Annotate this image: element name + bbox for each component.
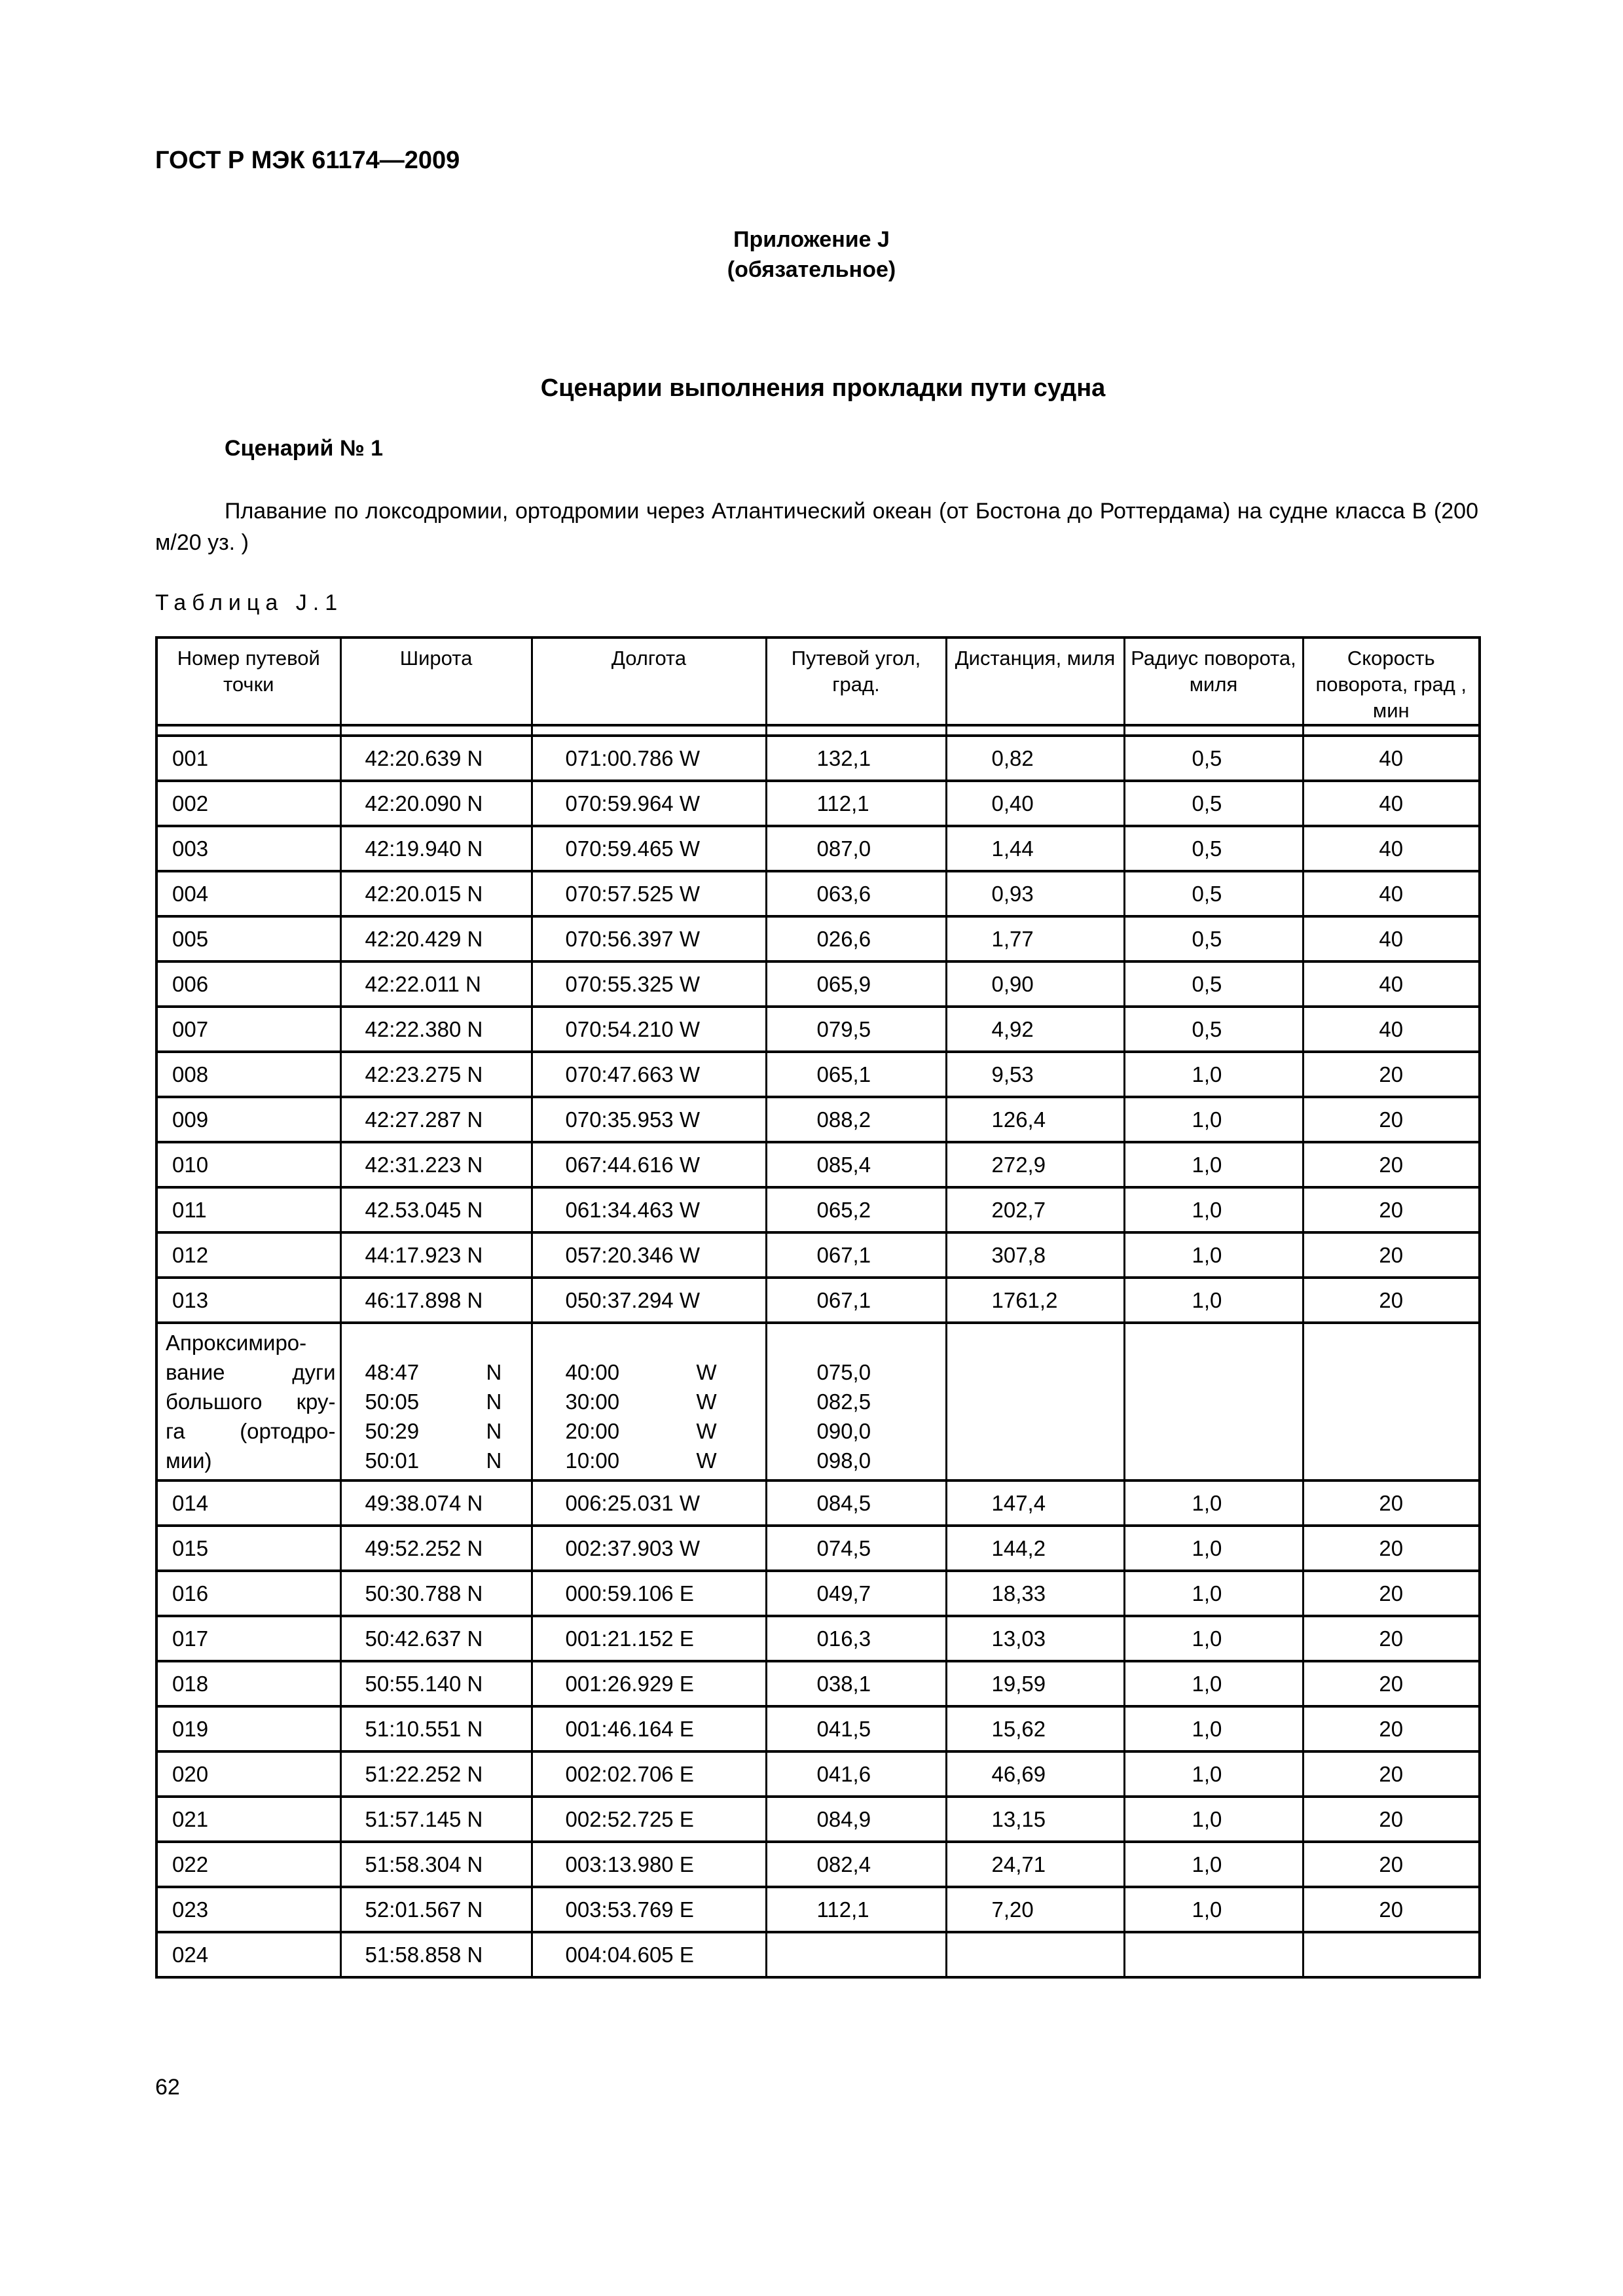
cell-latitude: 42.53.045 N xyxy=(340,1187,532,1232)
cell-turn-radius: 1,0 xyxy=(1124,1187,1303,1232)
cell-longitude: 070:59.465 W xyxy=(532,826,766,871)
cell-waypoint-number: 011 xyxy=(156,1187,340,1232)
cell-longitude: 002:52.725 E xyxy=(532,1797,766,1842)
table-row xyxy=(156,1278,1480,1323)
scenario-title: Сценарий № 1 xyxy=(225,436,384,461)
great-circle-point xyxy=(817,1416,945,1446)
cell-waypoint-number: 006 xyxy=(156,961,340,1007)
cell-distance: 24,71 xyxy=(946,1842,1124,1887)
cell-latitude: 49:38.074 N xyxy=(340,1480,532,1526)
cell-course: 065,2 xyxy=(766,1187,946,1232)
cell-distance: 18,33 xyxy=(946,1571,1124,1616)
cell-turn-rate: 20 xyxy=(1303,1480,1480,1526)
great-circle-point xyxy=(566,1416,765,1446)
cell-latitude: 51:22.252 N xyxy=(340,1751,532,1797)
cell-turn-rate: 20 xyxy=(1303,1751,1480,1797)
cell-waypoint-number: 017 xyxy=(156,1616,340,1661)
cell-waypoint-number: 002 xyxy=(156,781,340,826)
cell-latitude: 42:20.090 N xyxy=(340,781,532,826)
cell-turn-rate: 20 xyxy=(1303,1887,1480,1932)
cell-distance: 0,82 xyxy=(946,736,1124,781)
cell-distance: 4,92 xyxy=(946,1007,1124,1052)
cell-course: 016,3 xyxy=(766,1616,946,1661)
cell-longitude: 070:47.663 W xyxy=(532,1052,766,1097)
column-header-course: Путевой угол, град. xyxy=(766,637,946,725)
great-circle-approximation-row xyxy=(156,1323,1480,1480)
cell-course: 079,5 xyxy=(766,1007,946,1052)
cell-turn-radius: 0,5 xyxy=(1124,736,1303,781)
cell-turn-rate: 20 xyxy=(1303,1052,1480,1097)
cell-turn-rate xyxy=(1303,1932,1480,1977)
cell-course: 074,5 xyxy=(766,1526,946,1571)
cell-turn-radius: 1,0 xyxy=(1124,1052,1303,1097)
cell-longitude: 003:53.769 E xyxy=(532,1887,766,1932)
cell-waypoint-number: 012 xyxy=(156,1232,340,1278)
cell-course: 041,6 xyxy=(766,1751,946,1797)
table-row xyxy=(156,1052,1480,1097)
cell-longitude: 001:46.164 E xyxy=(532,1706,766,1751)
cell-waypoint-number: 001 xyxy=(156,736,340,781)
cell-turn-radius: 1,0 xyxy=(1124,1797,1303,1842)
cell-longitude: 004:04.605 E xyxy=(532,1932,766,1977)
cell-longitude: 070:57.525 W xyxy=(532,871,766,916)
cell-longitude: 070:55.325 W xyxy=(532,961,766,1007)
great-circle-point xyxy=(365,1357,531,1387)
cell-latitude: 42:20.639 N xyxy=(340,736,532,781)
cell-turn-rate: 40 xyxy=(1303,961,1480,1007)
great-circle-lat_hem: N xyxy=(486,1448,502,1473)
great-circle-point xyxy=(817,1387,945,1416)
cell-turn-rate: 20 xyxy=(1303,1187,1480,1232)
great-circle-course: 090,0 xyxy=(816,1419,871,1443)
cell-turn-rate: 40 xyxy=(1303,1007,1480,1052)
document-code: ГОСТ Р МЭК 61174—2009 xyxy=(155,147,460,174)
great-circle-course: 082,5 xyxy=(816,1390,871,1414)
cell-course: 067,1 xyxy=(766,1278,946,1323)
cell-turn-radius: 1,0 xyxy=(1124,1661,1303,1706)
table-row xyxy=(156,1616,1480,1661)
cell-turn-radius: 1,0 xyxy=(1124,1480,1303,1526)
cell-turn-radius: 1,0 xyxy=(1124,1706,1303,1751)
great-circle-lat: 50:05 xyxy=(365,1390,420,1414)
great-circle-lon_hem: W xyxy=(696,1448,717,1473)
great-circle-point xyxy=(365,1446,531,1475)
great-circle-point xyxy=(817,1357,945,1387)
cell-latitude: 50:42.637 N xyxy=(340,1616,532,1661)
great-circle-point xyxy=(566,1387,765,1416)
cell-course: 112,1 xyxy=(766,781,946,826)
cell-distance xyxy=(946,1932,1124,1977)
cell-turn-radius: 1,0 xyxy=(1124,1616,1303,1661)
great-circle-lon: 40:00 xyxy=(565,1360,620,1384)
cell-longitude: 002:37.903 W xyxy=(532,1526,766,1571)
cell-turn-radius xyxy=(1124,1932,1303,1977)
cell-latitude: 49:52.252 N xyxy=(340,1526,532,1571)
cell-turn-rate: 40 xyxy=(1303,871,1480,916)
great-circle-lon_hem: W xyxy=(696,1360,717,1384)
cell-distance: 13,15 xyxy=(946,1797,1124,1842)
cell-waypoint-number: 004 xyxy=(156,871,340,916)
great-circle-point xyxy=(566,1446,765,1475)
cell-waypoint-number: 021 xyxy=(156,1797,340,1842)
cell-latitude: 52:01.567 N xyxy=(340,1887,532,1932)
great-circle-lon: 10:00 xyxy=(565,1448,620,1473)
table-row xyxy=(156,871,1480,916)
great-circle-latitudes xyxy=(340,1323,532,1480)
empty-cell xyxy=(1124,1323,1303,1480)
cell-course: 065,1 xyxy=(766,1052,946,1097)
cell-distance: 272,9 xyxy=(946,1142,1124,1187)
cell-waypoint-number: 019 xyxy=(156,1706,340,1751)
table-row xyxy=(156,1661,1480,1706)
great-circle-point xyxy=(817,1446,945,1475)
cell-latitude: 46:17.898 N xyxy=(340,1278,532,1323)
table-row xyxy=(156,736,1480,781)
cell-turn-rate: 40 xyxy=(1303,916,1480,961)
great-circle-lat_hem: N xyxy=(486,1390,502,1414)
cell-longitude: 071:00.786 W xyxy=(532,736,766,781)
cell-latitude: 51:58.304 N xyxy=(340,1842,532,1887)
cell-course: 063,6 xyxy=(766,871,946,916)
cell-latitude: 51:10.551 N xyxy=(340,1706,532,1751)
cell-turn-rate: 20 xyxy=(1303,1842,1480,1887)
cell-course: 082,4 xyxy=(766,1842,946,1887)
cell-turn-rate: 20 xyxy=(1303,1278,1480,1323)
cell-waypoint-number: 016 xyxy=(156,1571,340,1616)
cell-longitude: 070:59.964 W xyxy=(532,781,766,826)
great-circle-course: 098,0 xyxy=(816,1448,871,1473)
great-circle-label-line: вание дуги xyxy=(166,1360,336,1384)
cell-turn-radius: 1,0 xyxy=(1124,1751,1303,1797)
table-row xyxy=(156,1706,1480,1751)
great-circle-lat: 50:01 xyxy=(365,1448,420,1473)
great-circle-course: 075,0 xyxy=(816,1360,871,1384)
scenario-intro-paragraph: Плавание по локсодромии, ортодромии через Атлантический океан (от Бостона до Роттердама) на судне класса В (200 м/20 уз. ) xyxy=(155,499,1478,555)
column-header-latitude: Широта xyxy=(340,637,532,725)
cell-latitude: 51:58.858 N xyxy=(340,1932,532,1977)
cell-turn-rate: 20 xyxy=(1303,1616,1480,1661)
great-circle-lon_hem: W xyxy=(696,1390,717,1414)
cell-turn-rate: 20 xyxy=(1303,1661,1480,1706)
cell-waypoint-number: 005 xyxy=(156,916,340,961)
cell-waypoint-number: 007 xyxy=(156,1007,340,1052)
cell-distance: 144,2 xyxy=(946,1526,1124,1571)
table-row xyxy=(156,1007,1480,1052)
cell-latitude: 44:17.923 N xyxy=(340,1232,532,1278)
cell-distance: 15,62 xyxy=(946,1706,1124,1751)
page-number: 62 xyxy=(155,2075,180,2100)
table-row xyxy=(156,1526,1480,1571)
cell-waypoint-number: 024 xyxy=(156,1932,340,1977)
cell-latitude: 42:20.429 N xyxy=(340,916,532,961)
cell-course: 132,1 xyxy=(766,736,946,781)
cell-turn-radius: 0,5 xyxy=(1124,826,1303,871)
cell-distance: 307,8 xyxy=(946,1232,1124,1278)
cell-waypoint-number: 022 xyxy=(156,1842,340,1887)
cell-turn-radius: 1,0 xyxy=(1124,1571,1303,1616)
cell-turn-radius: 1,0 xyxy=(1124,1526,1303,1571)
table-row xyxy=(156,781,1480,826)
table-row xyxy=(156,1797,1480,1842)
cell-latitude: 42:22.380 N xyxy=(340,1007,532,1052)
cell-latitude: 42:19.940 N xyxy=(340,826,532,871)
table-header-row xyxy=(156,637,1480,725)
great-circle-longitudes xyxy=(532,1323,766,1480)
cell-course: 085,4 xyxy=(766,1142,946,1187)
cell-longitude: 061:34.463 W xyxy=(532,1187,766,1232)
cell-turn-radius: 1,0 xyxy=(1124,1097,1303,1142)
cell-distance: 46,69 xyxy=(946,1751,1124,1797)
cell-distance: 1761,2 xyxy=(946,1278,1124,1323)
cell-turn-rate: 20 xyxy=(1303,1706,1480,1751)
cell-latitude: 51:57.145 N xyxy=(340,1797,532,1842)
cell-latitude: 42:20.015 N xyxy=(340,871,532,916)
cell-turn-rate: 40 xyxy=(1303,736,1480,781)
cell-latitude: 50:30.788 N xyxy=(340,1571,532,1616)
empty-cell xyxy=(1303,1323,1480,1480)
cell-turn-rate: 20 xyxy=(1303,1097,1480,1142)
cell-longitude: 070:54.210 W xyxy=(532,1007,766,1052)
table-row xyxy=(156,1887,1480,1932)
table-row xyxy=(156,1751,1480,1797)
great-circle-lon_hem: W xyxy=(696,1419,717,1443)
cell-turn-radius: 0,5 xyxy=(1124,916,1303,961)
cell-longitude: 001:26.929 E xyxy=(532,1661,766,1706)
cell-longitude: 070:56.397 W xyxy=(532,916,766,961)
cell-longitude: 003:13.980 E xyxy=(532,1842,766,1887)
table-row xyxy=(156,1232,1480,1278)
cell-longitude: 057:20.346 W xyxy=(532,1232,766,1278)
annex-status: (обязательное) xyxy=(727,257,896,282)
cell-course: 084,9 xyxy=(766,1797,946,1842)
cell-course: 065,9 xyxy=(766,961,946,1007)
cell-turn-radius: 1,0 xyxy=(1124,1232,1303,1278)
cell-turn-rate: 20 xyxy=(1303,1142,1480,1187)
cell-latitude: 42:22.011 N xyxy=(340,961,532,1007)
cell-turn-radius: 0,5 xyxy=(1124,961,1303,1007)
cell-distance: 1,44 xyxy=(946,826,1124,871)
table-row xyxy=(156,961,1480,1007)
cell-turn-radius: 1,0 xyxy=(1124,1887,1303,1932)
column-header-turn-rate: Скорость поворота, град , мин xyxy=(1303,637,1480,725)
great-circle-label xyxy=(156,1323,340,1480)
section-title: Сценарии выполнения прокладки пути судна xyxy=(540,374,1106,402)
cell-waypoint-number: 010 xyxy=(156,1142,340,1187)
cell-turn-rate: 40 xyxy=(1303,826,1480,871)
cell-longitude: 050:37.294 W xyxy=(532,1278,766,1323)
table-row xyxy=(156,1480,1480,1526)
table-row xyxy=(156,1097,1480,1142)
cell-waypoint-number: 018 xyxy=(156,1661,340,1706)
cell-turn-radius: 1,0 xyxy=(1124,1142,1303,1187)
great-circle-label-line: мии) xyxy=(166,1448,212,1473)
cell-distance: 0,90 xyxy=(946,961,1124,1007)
cell-longitude: 000:59.106 E xyxy=(532,1571,766,1616)
great-circle-label-line: большого кру- xyxy=(166,1390,336,1414)
column-header-waypoint: Номер путевой точки xyxy=(156,637,340,725)
great-circle-lat: 48:47 xyxy=(365,1360,420,1384)
cell-turn-radius: 0,5 xyxy=(1124,1007,1303,1052)
great-circle-lon: 30:00 xyxy=(565,1390,620,1414)
table-row xyxy=(156,1932,1480,1977)
cell-waypoint-number: 013 xyxy=(156,1278,340,1323)
cell-waypoint-number: 003 xyxy=(156,826,340,871)
cell-course: 088,2 xyxy=(766,1097,946,1142)
table-row xyxy=(156,1187,1480,1232)
cell-course: 041,5 xyxy=(766,1706,946,1751)
cell-turn-rate: 20 xyxy=(1303,1797,1480,1842)
cell-distance: 7,20 xyxy=(946,1887,1124,1932)
cell-distance: 13,03 xyxy=(946,1616,1124,1661)
cell-longitude: 001:21.152 E xyxy=(532,1616,766,1661)
table-row xyxy=(156,826,1480,871)
cell-longitude: 002:02.706 E xyxy=(532,1751,766,1797)
cell-waypoint-number: 020 xyxy=(156,1751,340,1797)
cell-course: 112,1 xyxy=(766,1887,946,1932)
table-row xyxy=(156,1842,1480,1887)
great-circle-lon: 20:00 xyxy=(565,1419,620,1443)
cell-longitude: 067:44.616 W xyxy=(532,1142,766,1187)
cell-distance: 126,4 xyxy=(946,1097,1124,1142)
cell-turn-radius: 1,0 xyxy=(1124,1278,1303,1323)
cell-latitude: 42:27.287 N xyxy=(340,1097,532,1142)
cell-turn-rate: 20 xyxy=(1303,1571,1480,1616)
cell-course: 026,6 xyxy=(766,916,946,961)
great-circle-lat_hem: N xyxy=(486,1419,502,1443)
cell-distance: 147,4 xyxy=(946,1480,1124,1526)
great-circle-courses xyxy=(766,1323,946,1480)
great-circle-point xyxy=(566,1357,765,1387)
cell-waypoint-number: 023 xyxy=(156,1887,340,1932)
table-caption: Таблица J.1 xyxy=(155,590,344,615)
cell-distance: 19,59 xyxy=(946,1661,1124,1706)
cell-course: 087,0 xyxy=(766,826,946,871)
cell-latitude: 42:23.275 N xyxy=(340,1052,532,1097)
cell-waypoint-number: 015 xyxy=(156,1526,340,1571)
cell-longitude: 006:25.031 W xyxy=(532,1480,766,1526)
cell-latitude: 42:31.223 N xyxy=(340,1142,532,1187)
cell-turn-radius: 0,5 xyxy=(1124,871,1303,916)
table-row xyxy=(156,1142,1480,1187)
cell-longitude: 070:35.953 W xyxy=(532,1097,766,1142)
cell-turn-radius: 0,5 xyxy=(1124,781,1303,826)
cell-course: 084,5 xyxy=(766,1480,946,1526)
great-circle-point xyxy=(365,1416,531,1446)
cell-distance: 9,53 xyxy=(946,1052,1124,1097)
table-row xyxy=(156,1571,1480,1616)
cell-course xyxy=(766,1932,946,1977)
annex-heading xyxy=(0,224,1623,285)
cell-distance: 0,93 xyxy=(946,871,1124,916)
cell-turn-rate: 40 xyxy=(1303,781,1480,826)
cell-waypoint-number: 008 xyxy=(156,1052,340,1097)
cell-course: 049,7 xyxy=(766,1571,946,1616)
column-header-longitude: Долгота xyxy=(532,637,766,725)
great-circle-lat: 50:29 xyxy=(365,1419,420,1443)
annex-title: Приложение J xyxy=(733,227,890,252)
great-circle-point xyxy=(365,1387,531,1416)
great-circle-label-line: га (ортодро- xyxy=(166,1419,336,1443)
table-row xyxy=(156,916,1480,961)
header-separator-row xyxy=(156,725,1480,736)
great-circle-label-line: Апроксимиро- xyxy=(166,1331,307,1355)
cell-turn-rate: 20 xyxy=(1303,1526,1480,1571)
cell-distance: 1,77 xyxy=(946,916,1124,961)
cell-waypoint-number: 009 xyxy=(156,1097,340,1142)
cell-course: 067,1 xyxy=(766,1232,946,1278)
cell-turn-radius: 1,0 xyxy=(1124,1842,1303,1887)
cell-distance: 202,7 xyxy=(946,1187,1124,1232)
cell-course: 038,1 xyxy=(766,1661,946,1706)
route-waypoints-table xyxy=(155,636,1481,1979)
cell-waypoint-number: 014 xyxy=(156,1480,340,1526)
column-header-distance: Дистанция, миля xyxy=(946,637,1124,725)
cell-latitude: 50:55.140 N xyxy=(340,1661,532,1706)
cell-distance: 0,40 xyxy=(946,781,1124,826)
great-circle-lat_hem: N xyxy=(486,1360,502,1384)
cell-turn-rate: 20 xyxy=(1303,1232,1480,1278)
empty-cell xyxy=(946,1323,1124,1480)
column-header-turn-radius: Радиус поворота, миля xyxy=(1124,637,1303,725)
